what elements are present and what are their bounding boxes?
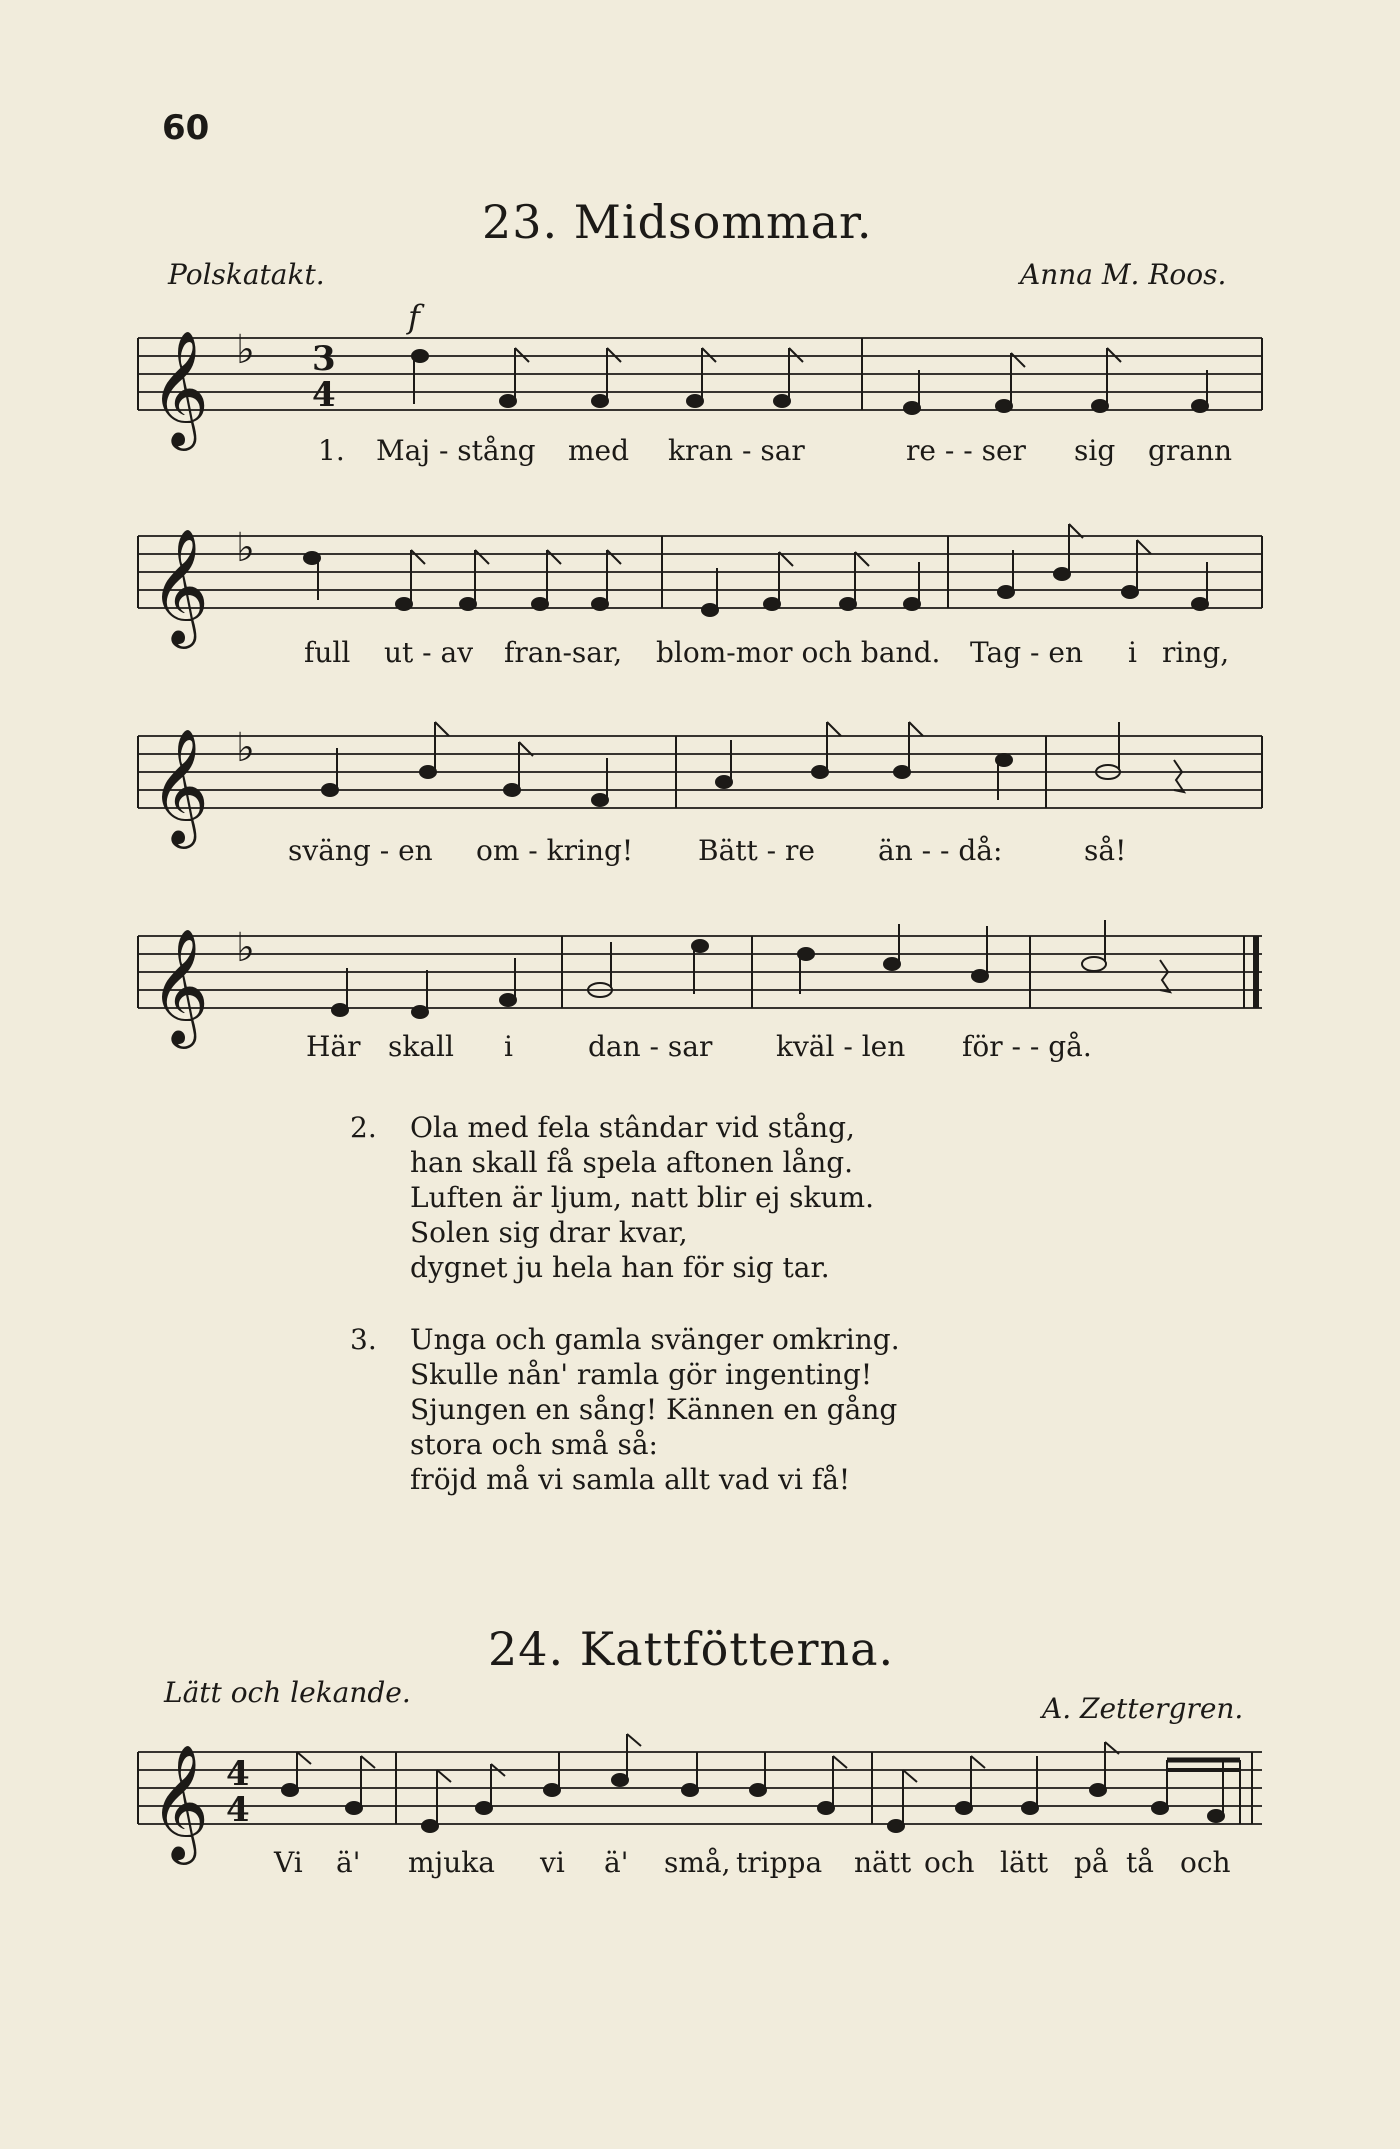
verse-line: Unga och gamla svänger omkring. xyxy=(410,1323,900,1356)
verse-line: Solen sig drar kvar, xyxy=(410,1216,688,1249)
treble-clef-icon: 𝄞 xyxy=(150,329,210,446)
lyric-syllable: Här xyxy=(306,1030,361,1063)
lyric-syllable: så! xyxy=(1084,834,1127,867)
flat-icon: ♭ xyxy=(236,725,255,771)
verse-line: dygnet ju hela han för sig tar. xyxy=(410,1251,830,1284)
time-signature-bottom: 4 xyxy=(312,375,336,415)
verse-number: 3. xyxy=(350,1323,377,1356)
lyric-syllable: ring, xyxy=(1162,636,1230,669)
verse-line: Ola med fela stândar vid stång, xyxy=(410,1111,855,1144)
lyric-syllable: i xyxy=(1128,636,1137,669)
lyric-syllable: Maj - stång xyxy=(376,434,536,467)
composer-name: Anna M. Roos. xyxy=(1020,258,1227,291)
verse-number: 2. xyxy=(350,1111,377,1144)
lyric-syllable: Tag - en xyxy=(970,636,1083,669)
lyric-syllable: på xyxy=(1074,1846,1109,1879)
tempo-marking: Polskatakt. xyxy=(168,258,325,291)
lyric-syllable: Vi xyxy=(274,1846,303,1879)
time-signature-top: 4 xyxy=(226,1754,250,1794)
tempo-marking: Lätt och lekande. xyxy=(164,1676,411,1709)
staff-3 xyxy=(138,736,1262,808)
lyric-syllable: om - kring! xyxy=(476,834,634,867)
lyric-verse-number: 1. xyxy=(318,434,345,467)
lyric-syllable: än - - då: xyxy=(878,834,1003,867)
lyric-syllable: grann xyxy=(1148,434,1233,467)
lyric-syllable: och xyxy=(924,1846,975,1879)
lyric-syllable: med xyxy=(568,434,630,467)
lyric-syllable: nätt xyxy=(854,1846,912,1879)
lyric-syllable: för - - gå. xyxy=(962,1030,1092,1063)
lyric-syllable: tå xyxy=(1126,1846,1154,1879)
verse-line: Skulle nån' ramla gör ingenting! xyxy=(410,1358,873,1391)
lyric-syllable: dan - sar xyxy=(588,1030,713,1063)
treble-clef-icon: 𝄞 xyxy=(150,1743,210,1860)
lyric-syllable: och xyxy=(1180,1846,1231,1879)
verse-line: stora och små så: xyxy=(410,1428,658,1461)
song-title: 23. Midsommar. xyxy=(482,195,873,249)
lyric-syllable: lätt xyxy=(1000,1846,1049,1879)
treble-clef-icon: 𝄞 xyxy=(150,727,210,844)
lyric-syllable: vi xyxy=(540,1846,565,1879)
lyric-syllable: kväl - len xyxy=(776,1030,906,1063)
lyric-syllable: mjuka xyxy=(408,1846,495,1879)
lyric-syllable: full xyxy=(304,636,351,669)
verse-line: Sjungen en sång! Kännen en gång xyxy=(410,1393,898,1426)
staff-2 xyxy=(138,536,1262,608)
lyric-syllable: re - - ser xyxy=(906,434,1026,467)
lyric-syllable: ä' xyxy=(604,1846,629,1879)
verse-line: han skall få spela aftonen lång. xyxy=(410,1146,854,1179)
flat-icon: ♭ xyxy=(236,327,255,373)
lyric-syllable: kran - sar xyxy=(668,434,805,467)
lyric-syllable: små, xyxy=(664,1846,731,1879)
song-title: 24. Kattfötterna. xyxy=(488,1622,895,1676)
verse-line: Luften är ljum, natt blir ej skum. xyxy=(410,1181,874,1214)
flat-icon: ♭ xyxy=(236,925,255,971)
lyric-syllable: sväng - en xyxy=(288,834,433,867)
lyric-syllable: ä' xyxy=(336,1846,361,1879)
flat-icon: ♭ xyxy=(236,525,255,571)
treble-clef-icon: 𝄞 xyxy=(150,927,210,1044)
lyric-syllable: ut - av xyxy=(384,636,474,669)
lyric-syllable: sig xyxy=(1074,434,1116,467)
lyric-syllable: trippa xyxy=(736,1846,823,1879)
verse-line: fröjd må vi samla allt vad vi få! xyxy=(410,1463,851,1496)
time-signature-bottom: 4 xyxy=(226,1790,250,1830)
lyric-syllable: Bätt - re xyxy=(698,834,815,867)
time-signature-top: 3 xyxy=(312,339,336,379)
lyric-syllable: i xyxy=(504,1030,513,1063)
lyric-syllable: fran-sar, xyxy=(504,636,623,669)
page-number: 60 xyxy=(162,108,210,148)
dynamic-marking: f xyxy=(408,298,420,336)
lyric-syllable: skall xyxy=(388,1030,454,1063)
composer-name: A. Zettergren. xyxy=(1042,1692,1244,1725)
lyric-syllable: blom-mor och band. xyxy=(656,636,941,669)
treble-clef-icon: 𝄞 xyxy=(150,527,210,644)
